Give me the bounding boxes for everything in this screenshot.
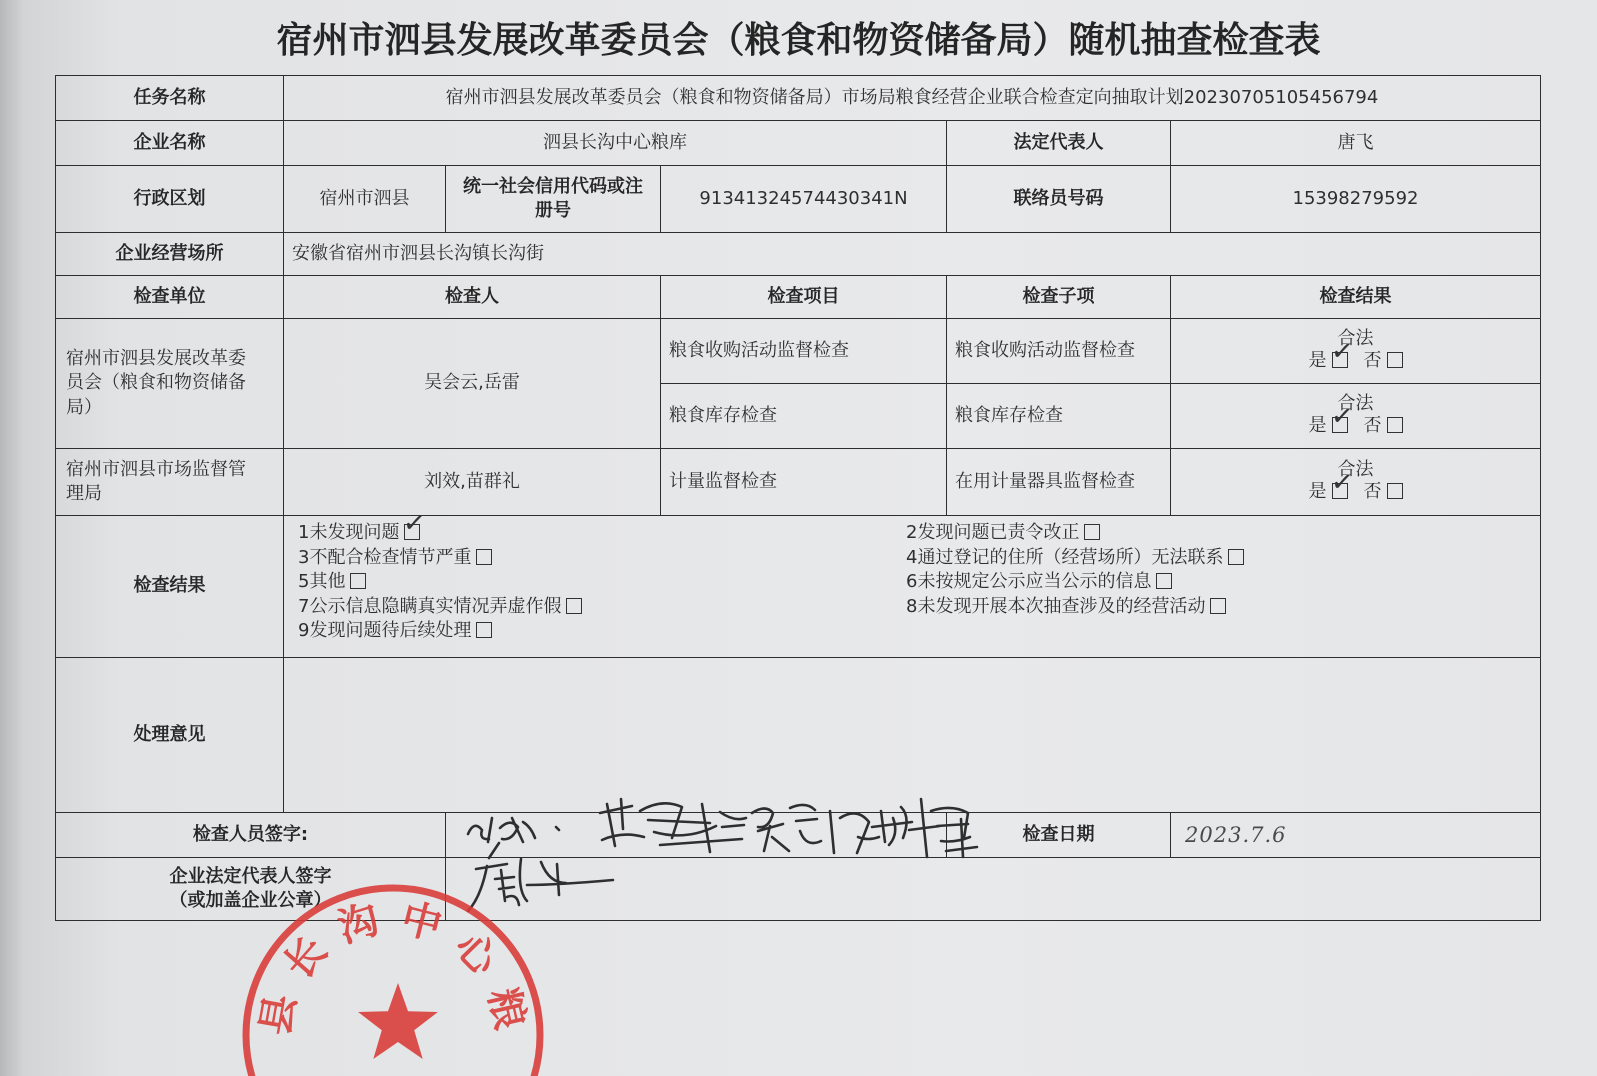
inspection-item: 粮食库存检查 <box>661 384 947 449</box>
inspection-result <box>1171 449 1541 516</box>
task-name-label: 任务名称 <box>56 76 284 121</box>
result-option <box>298 595 906 620</box>
yes-label: 是 <box>1308 481 1327 503</box>
premises-label: 企业经营场所 <box>56 233 284 276</box>
result-option <box>906 570 1540 595</box>
handling-label: 处理意见 <box>56 658 284 813</box>
result-option-text: 9发现问题待后续处理 <box>298 620 472 641</box>
handling-value <box>284 658 1541 813</box>
legal-rep-sign-area <box>446 858 1541 921</box>
legal-rep-sign-label <box>56 858 446 921</box>
inspection-row <box>56 449 1541 516</box>
premises-row <box>56 233 1541 276</box>
inspectors: 刘效,苗群礼 <box>284 449 661 516</box>
inspector-sign-label: 检查人员签字: <box>56 813 446 858</box>
date-value: 2023.7.6 <box>1171 813 1541 858</box>
company-row <box>56 121 1541 166</box>
form-title: 宿州市泗县发展改革委员会（粮食和物资储备局）随机抽查检查表 <box>276 20 1321 61</box>
region-row <box>56 166 1541 233</box>
legal-rep-sign-label-main: 企业法定代表人签字 <box>169 866 332 887</box>
result-option-checkbox[interactable] <box>476 622 492 638</box>
credit-code-value: 91341324574430341N <box>661 166 947 233</box>
legality-options <box>1309 350 1403 372</box>
inspection-header-row <box>56 276 1541 319</box>
legality-title: 合法 <box>1337 328 1374 350</box>
company-label: 企业名称 <box>56 121 284 166</box>
region-label: 行政区划 <box>56 166 284 233</box>
legality-title: 合法 <box>1337 459 1374 481</box>
date-label: 检查日期 <box>947 813 1171 858</box>
yes-label: 是 <box>1308 415 1327 437</box>
legal-rep-sign-label-note: （或加盖企业公章） <box>169 890 332 911</box>
legal-rep-value: 唐飞 <box>1171 121 1541 166</box>
header-result: 检查结果 <box>1171 276 1541 319</box>
result-option-checkbox[interactable] <box>566 598 582 614</box>
inspectors: 吴会云,岳雷 <box>284 319 661 449</box>
no-checkbox[interactable] <box>1387 417 1403 433</box>
result-option-text: 1未发现问题 <box>298 522 400 543</box>
result-option-checkbox[interactable] <box>476 549 492 565</box>
legality-check <box>1309 459 1403 503</box>
check-result-row <box>56 516 1541 658</box>
result-option-checkbox[interactable] <box>404 524 420 540</box>
seal-char: 沟 <box>332 896 385 953</box>
result-option <box>906 595 1540 620</box>
legality-title: 合法 <box>1337 393 1374 415</box>
result-option-text: 2发现问题已责令改正 <box>906 522 1080 543</box>
result-option-text: 4通过登记的住所（经营场所）无法联系 <box>906 546 1224 568</box>
premises-value: 安徽省宿州市泗县长沟镇长沟街 <box>284 233 1541 276</box>
no-checkbox[interactable] <box>1387 483 1403 499</box>
inspection-unit: 宿州市泗县发展改革委员会（粮食和物资储备局） <box>56 319 284 449</box>
credit-code-label: 统一社会信用代码或注册号 <box>446 166 661 233</box>
seal-char: 中 <box>396 895 447 950</box>
yes-label: 是 <box>1308 350 1327 372</box>
inspection-item: 粮食收购活动监督检查 <box>661 319 947 384</box>
legality-options <box>1309 481 1403 503</box>
result-option-checkbox[interactable] <box>1084 524 1100 540</box>
no-checkbox[interactable] <box>1387 352 1403 368</box>
liaison-phone-label: 联络员号码 <box>947 166 1171 233</box>
form-table <box>55 75 1541 921</box>
yes-checkbox[interactable] <box>1332 483 1348 499</box>
inspection-row <box>56 319 1541 384</box>
header-item: 检查项目 <box>661 276 947 319</box>
region-value: 宿州市泗县 <box>284 166 446 233</box>
inspector-sign-row <box>56 813 1541 858</box>
result-option-text: 8未发现开展本次抽查涉及的经营活动 <box>906 595 1206 617</box>
result-option <box>906 521 1540 546</box>
legality-check <box>1309 393 1403 437</box>
liaison-phone-value: 15398279592 <box>1171 166 1541 233</box>
inspection-result <box>1171 319 1541 384</box>
seal-char: 长 <box>275 928 337 989</box>
result-option-checkbox[interactable] <box>1210 598 1226 614</box>
check-result-options <box>284 516 1541 658</box>
inspector-sign-area <box>446 813 947 858</box>
inspection-sub-item: 粮食库存检查 <box>947 384 1171 449</box>
inspection-unit: 宿州市泗县市场监督管理局 <box>56 449 284 516</box>
inspection-form <box>55 75 1541 921</box>
result-option <box>298 570 906 595</box>
result-option-text: 5其他 <box>298 571 346 592</box>
seal-star-icon <box>358 983 438 1059</box>
inspection-item: 计量监督检查 <box>661 449 947 516</box>
inspection-result <box>1171 384 1541 449</box>
inspection-sub-item: 在用计量器具监督检查 <box>947 449 1171 516</box>
yes-checkbox[interactable] <box>1332 417 1348 433</box>
handling-row <box>56 658 1541 813</box>
result-option <box>298 521 906 546</box>
header-inspector: 检查人 <box>284 276 661 319</box>
result-option <box>298 619 906 644</box>
inspection-sub-item: 粮食收购活动监督检查 <box>947 319 1171 384</box>
result-option-checkbox[interactable] <box>1156 573 1172 589</box>
result-option-checkbox[interactable] <box>1228 549 1244 565</box>
seal-char: 心 <box>445 923 507 985</box>
task-name-row <box>56 76 1541 121</box>
result-option-text: 7公示信息隐瞒真实情况弄虚作假 <box>298 595 562 617</box>
header-sub-item: 检查子项 <box>947 276 1171 319</box>
header-unit: 检查单位 <box>56 276 284 319</box>
result-option-checkbox[interactable] <box>350 573 366 589</box>
task-name-value: 宿州市泗县发展改革委员会（粮食和物资储备局）市场局粮食经营企业联合检查定向抽取计划20230705105456794 <box>284 76 1541 121</box>
result-option-text: 6未按规定公示应当公示的信息 <box>906 571 1152 592</box>
result-option <box>906 546 1540 571</box>
legal-rep-sign-row <box>56 858 1541 921</box>
yes-checkbox[interactable] <box>1332 352 1348 368</box>
seal-char: 粮 <box>479 984 533 1034</box>
seal-char: 县 <box>252 991 305 1039</box>
no-label: 否 <box>1363 481 1382 503</box>
check-result-label: 检查结果 <box>56 516 284 658</box>
company-value: 泗县长沟中心粮库 <box>284 121 947 166</box>
result-option-text: 3不配合检查情节严重 <box>298 546 472 568</box>
result-option <box>298 546 906 571</box>
legal-rep-label: 法定代表人 <box>947 121 1171 166</box>
no-label: 否 <box>1363 415 1382 437</box>
legality-options <box>1309 415 1403 437</box>
legality-check <box>1309 328 1403 372</box>
no-label: 否 <box>1363 350 1382 372</box>
